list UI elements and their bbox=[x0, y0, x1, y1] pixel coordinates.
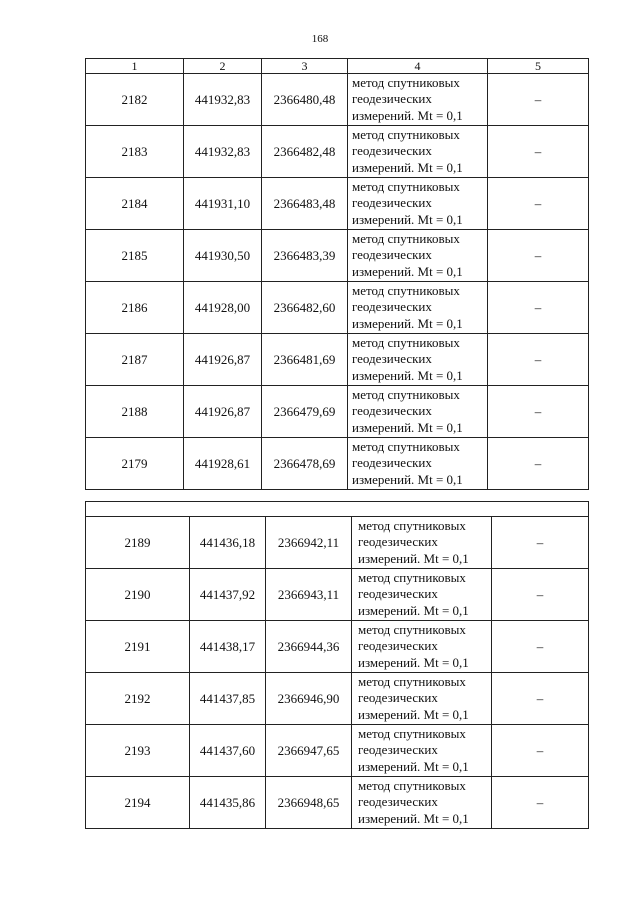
method-cell bbox=[352, 725, 492, 777]
method-line-3: измерений. Mt = 0,1 bbox=[352, 367, 463, 383]
point-number-cell: 2186 bbox=[86, 282, 184, 334]
method-line-1: метод спутниковых bbox=[358, 725, 466, 741]
column-5-cell: – bbox=[492, 725, 589, 777]
x-coordinate-cell: 441932,83 bbox=[184, 74, 262, 126]
point-number-cell: 2189 bbox=[86, 517, 190, 569]
x-coordinate-cell: 441437,60 bbox=[190, 725, 266, 777]
method-line-2: геодезических bbox=[358, 586, 438, 602]
x-coordinate-cell: 441438,17 bbox=[190, 621, 266, 673]
column-5-cell: – bbox=[488, 126, 589, 178]
method-line-3: измерений. Mt = 0,1 bbox=[352, 263, 463, 279]
x-coordinate-cell: 441932,83 bbox=[184, 126, 262, 178]
method-line-1: метод спутниковых bbox=[352, 178, 460, 194]
method-line-1: метод спутниковых bbox=[358, 777, 466, 793]
method-line-2: геодезических bbox=[352, 195, 432, 211]
table-row bbox=[86, 777, 589, 829]
method-cell bbox=[348, 282, 488, 334]
method-line-1: метод спутниковых bbox=[352, 282, 460, 298]
method-line-3: измерений. Mt = 0,1 bbox=[352, 315, 463, 331]
y-coordinate-cell: 2366480,48 bbox=[262, 74, 348, 126]
point-number-cell: 2184 bbox=[86, 178, 184, 230]
method-line-1: метод спутниковых bbox=[352, 438, 460, 454]
table-row bbox=[86, 386, 589, 438]
table-row bbox=[86, 438, 589, 490]
y-coordinate-cell: 2366478,69 bbox=[262, 438, 348, 490]
method-line-3: измерений. Mt = 0,1 bbox=[352, 159, 463, 175]
coordinates-table-section-1 bbox=[85, 58, 589, 490]
table-header-row bbox=[86, 59, 589, 74]
table-row bbox=[86, 725, 589, 777]
point-number-cell: 2179 bbox=[86, 438, 184, 490]
method-line-1: метод спутниковых bbox=[352, 74, 460, 90]
method-cell bbox=[348, 386, 488, 438]
section-separator-row bbox=[86, 502, 589, 517]
method-line-2: геодезических bbox=[358, 794, 438, 810]
method-line-1: метод спутниковых bbox=[352, 386, 460, 402]
point-number-cell: 2188 bbox=[86, 386, 184, 438]
header-col-2: 2 bbox=[184, 59, 262, 74]
method-line-3: измерений. Mt = 0,1 bbox=[352, 211, 463, 227]
y-coordinate-cell: 2366944,36 bbox=[266, 621, 352, 673]
column-5-cell: – bbox=[492, 517, 589, 569]
method-line-1: метод спутниковых bbox=[352, 230, 460, 246]
x-coordinate-cell: 441928,61 bbox=[184, 438, 262, 490]
method-line-2: геодезических bbox=[358, 638, 438, 654]
table-row bbox=[86, 517, 589, 569]
y-coordinate-cell: 2366481,69 bbox=[262, 334, 348, 386]
y-coordinate-cell: 2366943,11 bbox=[266, 569, 352, 621]
method-line-2: геодезических bbox=[352, 143, 432, 159]
point-number-cell: 2182 bbox=[86, 74, 184, 126]
x-coordinate-cell: 441435,86 bbox=[190, 777, 266, 829]
y-coordinate-cell: 2366482,48 bbox=[262, 126, 348, 178]
column-5-cell: – bbox=[492, 777, 589, 829]
page-number: 168 bbox=[311, 33, 329, 45]
method-cell bbox=[352, 673, 492, 725]
method-line-2: геодезических bbox=[352, 247, 432, 263]
y-coordinate-cell: 2366948,65 bbox=[266, 777, 352, 829]
method-cell bbox=[348, 438, 488, 490]
table-row bbox=[86, 673, 589, 725]
method-line-1: метод спутниковых bbox=[358, 517, 466, 533]
y-coordinate-cell: 2366946,90 bbox=[266, 673, 352, 725]
method-line-3: измерений. Mt = 0,1 bbox=[358, 602, 469, 618]
method-line-3: измерений. Mt = 0,1 bbox=[358, 810, 469, 826]
method-line-2: геодезических bbox=[358, 690, 438, 706]
method-line-2: геодезических bbox=[352, 351, 432, 367]
point-number-cell: 2187 bbox=[86, 334, 184, 386]
x-coordinate-cell: 441926,87 bbox=[184, 334, 262, 386]
x-coordinate-cell: 441930,50 bbox=[184, 230, 262, 282]
header-col-4: 4 bbox=[348, 59, 488, 74]
table-row bbox=[86, 178, 589, 230]
header-col-5: 5 bbox=[488, 59, 589, 74]
coordinates-table-section-2 bbox=[85, 501, 589, 829]
point-number-cell: 2193 bbox=[86, 725, 190, 777]
x-coordinate-cell: 441437,92 bbox=[190, 569, 266, 621]
column-5-cell: – bbox=[488, 334, 589, 386]
table-row bbox=[86, 334, 589, 386]
column-5-cell: – bbox=[492, 621, 589, 673]
method-line-3: измерений. Mt = 0,1 bbox=[358, 706, 469, 722]
method-cell bbox=[348, 126, 488, 178]
table-row bbox=[86, 621, 589, 673]
column-5-cell: – bbox=[492, 673, 589, 725]
x-coordinate-cell: 441926,87 bbox=[184, 386, 262, 438]
method-cell bbox=[352, 569, 492, 621]
method-cell bbox=[352, 517, 492, 569]
column-5-cell: – bbox=[488, 386, 589, 438]
point-number-cell: 2194 bbox=[86, 777, 190, 829]
point-number-cell: 2190 bbox=[86, 569, 190, 621]
method-line-1: метод спутниковых bbox=[352, 334, 460, 350]
method-line-1: метод спутниковых bbox=[358, 569, 466, 585]
method-cell bbox=[348, 334, 488, 386]
point-number-cell: 2191 bbox=[86, 621, 190, 673]
header-col-1: 1 bbox=[86, 59, 184, 74]
method-line-2: геодезических bbox=[358, 534, 438, 550]
method-line-1: метод спутниковых bbox=[358, 621, 466, 637]
method-line-3: измерений. Mt = 0,1 bbox=[352, 419, 463, 435]
y-coordinate-cell: 2366483,48 bbox=[262, 178, 348, 230]
y-coordinate-cell: 2366947,65 bbox=[266, 725, 352, 777]
method-cell bbox=[352, 621, 492, 673]
x-coordinate-cell: 441928,00 bbox=[184, 282, 262, 334]
x-coordinate-cell: 441931,10 bbox=[184, 178, 262, 230]
method-line-3: измерений. Mt = 0,1 bbox=[358, 758, 469, 774]
y-coordinate-cell: 2366479,69 bbox=[262, 386, 348, 438]
y-coordinate-cell: 2366942,11 bbox=[266, 517, 352, 569]
method-line-2: геодезических bbox=[352, 299, 432, 315]
method-cell bbox=[352, 777, 492, 829]
column-5-cell: – bbox=[488, 230, 589, 282]
column-5-cell: – bbox=[488, 438, 589, 490]
column-5-cell: – bbox=[488, 178, 589, 230]
x-coordinate-cell: 441437,85 bbox=[190, 673, 266, 725]
method-line-3: измерений. Mt = 0,1 bbox=[352, 107, 463, 123]
y-coordinate-cell: 2366483,39 bbox=[262, 230, 348, 282]
column-5-cell: – bbox=[488, 282, 589, 334]
table-row bbox=[86, 282, 589, 334]
method-line-3: измерений. Mt = 0,1 bbox=[352, 471, 463, 487]
column-5-cell: – bbox=[488, 74, 589, 126]
method-line-1: метод спутниковых bbox=[352, 126, 460, 142]
table-row bbox=[86, 569, 589, 621]
method-line-2: геодезических bbox=[352, 455, 432, 471]
section-separator-cell bbox=[86, 502, 589, 517]
point-number-cell: 2192 bbox=[86, 673, 190, 725]
method-cell bbox=[348, 74, 488, 126]
method-line-3: измерений. Mt = 0,1 bbox=[358, 654, 469, 670]
method-line-2: геодезических bbox=[352, 403, 432, 419]
table-row bbox=[86, 74, 589, 126]
header-col-3: 3 bbox=[262, 59, 348, 74]
method-cell bbox=[348, 230, 488, 282]
point-number-cell: 2183 bbox=[86, 126, 184, 178]
column-5-cell: – bbox=[492, 569, 589, 621]
point-number-cell: 2185 bbox=[86, 230, 184, 282]
method-cell bbox=[348, 178, 488, 230]
method-line-2: геодезических bbox=[352, 91, 432, 107]
y-coordinate-cell: 2366482,60 bbox=[262, 282, 348, 334]
method-line-1: метод спутниковых bbox=[358, 673, 466, 689]
method-line-3: измерений. Mt = 0,1 bbox=[358, 550, 469, 566]
x-coordinate-cell: 441436,18 bbox=[190, 517, 266, 569]
table-row bbox=[86, 230, 589, 282]
method-line-2: геодезических bbox=[358, 742, 438, 758]
table-row bbox=[86, 126, 589, 178]
